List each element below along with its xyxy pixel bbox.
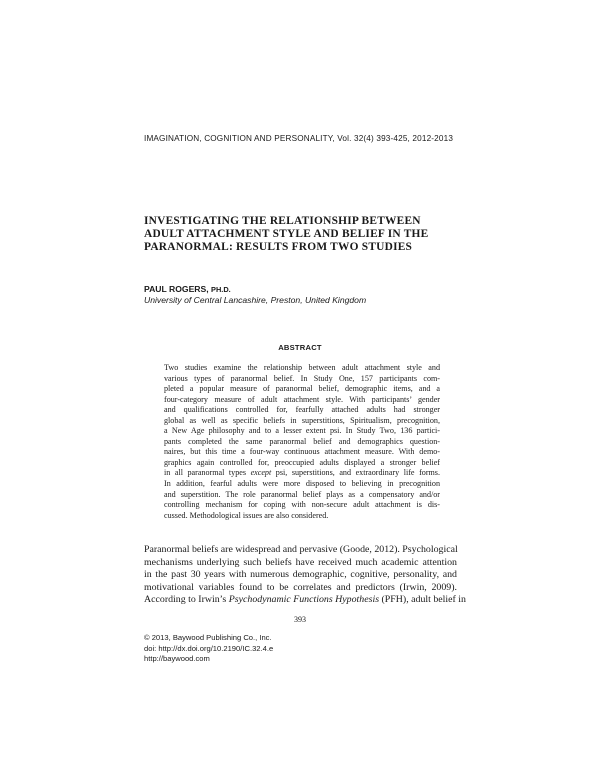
author-name: PAUL ROGERS,: [144, 284, 212, 294]
title-line: ADULT ATTACHMENT STYLE AND BELIEF IN THE: [144, 228, 429, 240]
publisher-url: http://baywood.com: [144, 654, 210, 664]
author-line: [144, 284, 231, 294]
article-title: [144, 215, 464, 254]
body-line: Paranormal beliefs are widespread and pervasive (Goode, 2012). Psychological: [144, 544, 458, 555]
abstract-line-rest: psi, superstitions, and extraordinary life forms.: [275, 468, 440, 478]
body-line: motivational variables found to be correlates and predictors (Irwin, 2009).: [144, 581, 457, 593]
abstract-text: [164, 363, 440, 521]
copyright-line: © 2013, Baywood Publishing Co., Inc.: [144, 633, 272, 642]
abstract-line: cussed. Methodological issues are also considered.: [164, 510, 329, 520]
abstract-line: [164, 468, 440, 479]
abstract-line-start: in all paranormal types: [164, 468, 251, 478]
abstract-line: global as well as specific beliefs in superstitions, Spiritualism, precognition,: [164, 415, 440, 425]
journal-citation-line: IMAGINATION, COGNITION AND PERSONALITY, Vol. 32(4) 393-425, 2012-2013: [144, 134, 454, 143]
body-italic-phrase: Psychodynamic Functions Hypothesis: [228, 594, 380, 606]
body-text: [144, 544, 466, 607]
abstract-italic-word: except: [250, 468, 272, 478]
abstract-line: pants completed the same paranormal belief and demographics question-: [164, 436, 440, 446]
abstract-line: various types of paranormal belief. In Study One, 157 participants com-: [164, 373, 440, 383]
doi-line: doi: http://dx.doi.org/10.2190/IC.32.4.e: [144, 643, 274, 653]
copyright-footer: [144, 633, 273, 665]
abstract-line: In addition, fearful adults were more disposed to believing in precognition: [164, 479, 440, 489]
abstract-line: controlling mechanism for coping with non-secure adult attachment is dis-: [164, 500, 440, 510]
abstract-line: pleted a popular measure of paranormal belief, demographic items, and a: [164, 384, 440, 394]
body-line-start: According to Irwin’s: [144, 594, 229, 606]
body-line: mechanisms underlying such beliefs have received much academic attention: [144, 556, 457, 568]
abstract-heading: ABSTRACT: [278, 343, 322, 352]
abstract-line: graphics again controlled for, preoccupied adults displayed a stronger belief: [164, 457, 440, 467]
abstract-line: Two studies examine the relationship between adult attachment style and: [164, 363, 440, 372]
title-line: INVESTIGATING THE RELATIONSHIP BETWEEN: [144, 215, 421, 227]
author-affiliation: University of Central Lancashire, Preston, United Kingdom: [144, 295, 367, 305]
abstract-line: four-category measure of adult attachment style. With participants’ gender: [164, 394, 440, 404]
author-degree: PH.D.: [211, 285, 231, 294]
abstract-line: and superstition. The role paranormal belief plays as a compensatory and/or: [164, 489, 440, 499]
title-line: PARANORMAL: RESULTS FROM TWO STUDIES: [144, 241, 413, 253]
abstract-line: a New Age philosophy and to a lesser extent psi. In Study Two, 136 partici-: [164, 426, 440, 436]
body-line: [144, 594, 466, 607]
page-number: 393: [294, 615, 306, 624]
body-line: in the past 30 years with numerous demographic, cognitive, personality, and: [144, 569, 457, 581]
body-line-end: (PFH), adult belief in: [379, 594, 466, 606]
abstract-line: naires, but this time a four-way continuous attachment measure. With demo-: [164, 447, 440, 457]
abstract-line: and qualifications controlled for, fearfully attached adults had stronger: [164, 405, 440, 415]
